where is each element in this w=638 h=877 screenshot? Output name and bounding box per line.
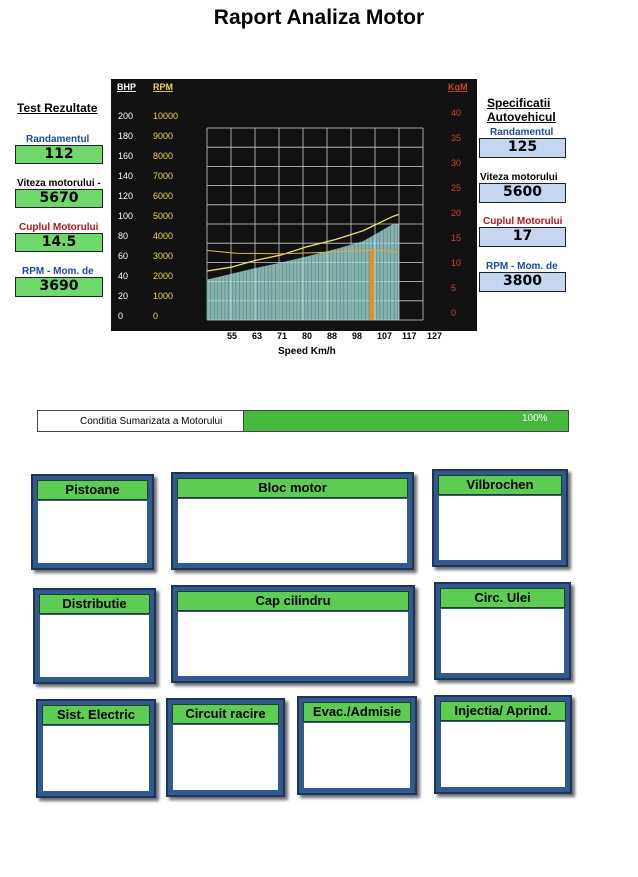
panel-body [173,725,278,790]
left-efficiency-value: 112 [15,145,103,164]
panel-body [304,723,410,788]
kgm-axis-label: KgM [448,82,468,92]
rpm-tick-label: 8000 [153,151,174,161]
panel-distributie [33,588,156,684]
panel-body [40,615,149,677]
left-rpm-torque-label: RPM - Mom. de [22,266,94,277]
right-rpm-torque-label: RPM - Mom. de [486,261,558,272]
bhp-tick-label: 100 [118,211,134,221]
x-tick-label: 88 [327,331,338,341]
right-rpm-torque-value: 3800 [479,272,566,292]
panel-circuit-racire [166,698,285,797]
x-tick-label: 127 [427,331,443,341]
summary-condition-label: Conditia Sumarizata a Motorului [80,416,223,427]
panel-cap-cilindru [171,585,415,683]
rpm-tick-label: 2000 [153,271,174,281]
kgm-tick-label: 20 [451,208,462,218]
bhp-tick-label: 200 [118,111,134,121]
rpm-tick-label: 3000 [153,251,174,261]
left-torque-label: Cuplul Motorului [19,222,99,233]
bhp-tick-label: 60 [118,251,129,261]
panel-body [439,496,561,560]
panel-sist-electric [36,699,156,798]
kgm-tick-label: 0 [451,308,457,318]
x-tick-label: 63 [252,331,263,341]
x-tick-label: 98 [352,331,363,341]
bhp-tick-label: 120 [118,191,134,201]
bhp-tick-label: 20 [118,291,129,301]
panel-title: Injectia/ Aprind. [440,701,566,721]
panel-title: Distributie [39,594,150,614]
panel-body [441,722,565,787]
rpm-tick-label: 7000 [153,171,174,181]
page-title: Raport Analiza Motor [213,6,425,29]
panel-body [441,609,564,673]
panel-body [43,726,149,791]
rpm-tick-label: 9000 [153,131,174,141]
right-torque-value: 17 [479,227,566,247]
panel-title: Pistoane [37,480,148,500]
rpm-axis-label: RPM [153,82,173,92]
kgm-tick-label: 5 [451,283,457,293]
x-axis-label: Speed Km/h [278,346,336,357]
kgm-tick-label: 30 [451,158,462,168]
right-torque-label: Cuplul Motorului [483,216,563,227]
rpm-tick-label: 5000 [153,211,174,221]
left-engine-speed-value: 5670 [15,189,103,208]
panel-body [178,612,408,676]
right-engine-speed-value: 5600 [479,183,566,203]
peak-torque-marker [370,250,374,320]
kgm-tick-label: 25 [451,183,462,193]
panel-evac-admisie [297,696,417,795]
panel-bloc-motor [171,472,414,570]
panel-title: Circuit racire [172,704,279,724]
panel-title: Sist. Electric [42,705,150,725]
left-engine-speed-label: Viteza motorului - [17,178,101,189]
panel-vilbrochen [432,469,568,567]
panel-pistoane [31,474,154,570]
left-rpm-torque-value: 3690 [15,277,103,297]
summary-condition-percent: 100% [522,413,548,424]
bhp-tick-label: 160 [118,151,134,161]
performance-chart [111,79,477,331]
panel-title: Evac./Admisie [303,702,411,722]
left-efficiency-label: Randamentul [26,134,90,145]
x-tick-label: 71 [277,331,288,341]
left-torque-value: 14.5 [15,233,103,252]
panel-body [178,499,407,563]
bhp-tick-label: 140 [118,171,134,181]
panel-title: Cap cilindru [177,591,409,611]
kgm-tick-label: 15 [451,233,462,243]
panel-circ-ulei [434,582,571,680]
x-tick-label: 107 [377,331,393,341]
bhp-tick-label: 80 [118,231,129,241]
test-results-heading: Test Rezultate [17,101,98,115]
panel-injectia-aprind [434,695,572,794]
panel-title: Vilbrochen [438,475,562,495]
bhp-tick-label: 0 [118,311,124,321]
rpm-tick-label: 4000 [153,231,174,241]
kgm-tick-label: 10 [451,258,462,268]
x-tick-label: 55 [227,331,238,341]
bhp-tick-label: 40 [118,271,129,281]
x-tick-label: 80 [302,331,313,341]
bhp-axis-label: BHP [117,82,137,92]
panel-title: Circ. Ulei [440,588,565,608]
bhp-tick-label: 180 [118,131,134,141]
x-tick-label: 117 [402,331,417,341]
rpm-tick-label: 1000 [153,291,174,301]
panel-body [38,501,147,563]
right-engine-speed-label: Viteza motorului [480,172,558,183]
panel-title: Bloc motor [177,478,408,498]
right-efficiency-label: Randamentul [490,127,554,138]
kgm-tick-label: 40 [451,108,462,118]
rpm-tick-label: 6000 [153,191,174,201]
vehicle-specs-heading: Specificatii Autovehicul [487,96,556,124]
rpm-tick-label: 0 [153,311,159,321]
right-efficiency-value: 125 [479,138,566,158]
rpm-tick-label: 10000 [153,111,179,121]
kgm-tick-label: 35 [451,133,462,143]
